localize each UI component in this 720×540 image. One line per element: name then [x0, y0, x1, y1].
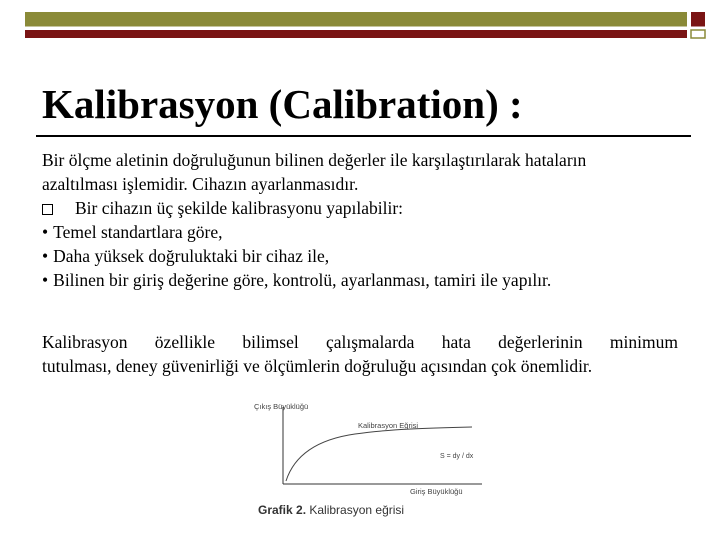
- intro-line-1: Bir ölçme aletinin doğruluğunun bilinen değerler ile karşılaştırılarak hataların: [42, 150, 587, 170]
- slide-title: Kalibrasyon (Calibration) :: [42, 81, 523, 127]
- para2-line-2: tutulması, deney güvenirliği ve ölçümlerin doğruluğu açısından çok önemlidir.: [42, 356, 593, 376]
- list-item: • Daha yüksek doğruluktaki bir cihaz ile,: [42, 246, 330, 266]
- importance-paragraph: [42, 330, 678, 378]
- bullet-dot-icon: •: [42, 246, 49, 266]
- frame-red-band: [25, 30, 687, 38]
- list-item: • Bilinen bir giriş değerine göre, kontrolü, ayarlanması, tamiri ile yapılır.: [42, 270, 552, 290]
- frame-corner-red: [691, 12, 705, 27]
- bullet-dot-icon: •: [42, 270, 49, 290]
- square-bullet-text: Bir cihazın üç şekilde kalibrasyonu yapılabilir:: [75, 198, 404, 218]
- list-item: • Temel standartlara göre,: [42, 222, 223, 242]
- slide-top-frame: [0, 0, 720, 45]
- figure-caption: [258, 503, 404, 517]
- intro-line-2: azaltılması işlemidir. Cihazın ayarlanmasıdır.: [42, 174, 359, 194]
- caption-text: Kalibrasyon eğrisi: [309, 503, 405, 517]
- x-axis-label: Giriş Büyüklüğü: [410, 487, 463, 496]
- slope-formula: S = dy / dx: [440, 453, 474, 460]
- slide-body: [42, 148, 682, 292]
- curve-label: Kalibrasyon Eğrisi: [358, 421, 419, 430]
- y-axis-label: Çıkış Büyüklüğü: [254, 402, 309, 411]
- square-bullet-icon: [42, 204, 53, 215]
- para2-line-1: Kalibrasyon özellikle bilimsel çalışmalarda hata değerlerinin minimum: [42, 332, 678, 352]
- frame-corner-outline: [691, 30, 705, 38]
- frame-olive-band: [25, 12, 687, 27]
- square-bullet-row: [42, 196, 682, 220]
- bullet-dot-icon: •: [42, 222, 49, 242]
- title-underline: [36, 135, 691, 137]
- caption-number: Grafik 2.: [258, 503, 307, 517]
